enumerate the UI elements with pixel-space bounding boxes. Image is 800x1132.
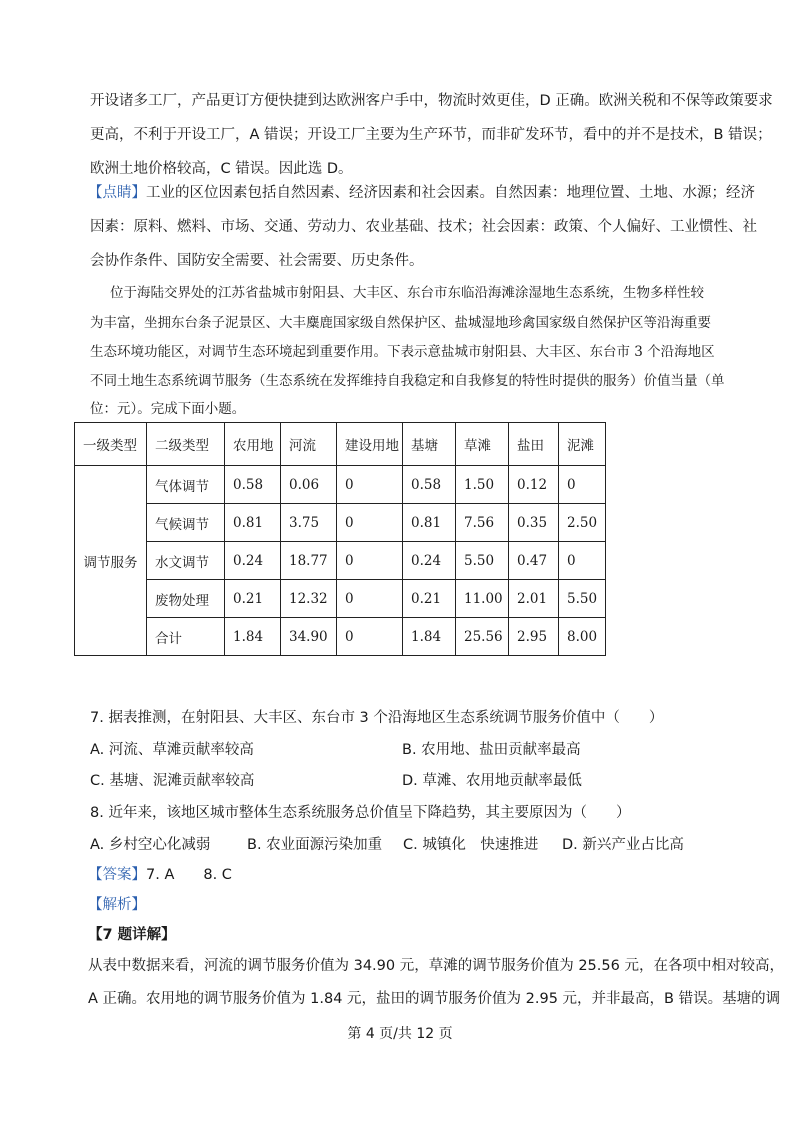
value-cell: 0.81	[403, 504, 456, 542]
q7-detail-line-2: A 正确。农用地的调节服务价值为 1.84 元，盐田的调节服务价值为 2.95 元，并非最高，B 错误。基塘的调	[88, 991, 781, 1007]
table-header-row	[75, 423, 606, 466]
value-cell: 5.50	[559, 580, 606, 618]
q8-option-b: B. 农业面源污染加重	[247, 837, 383, 853]
value-cell: 2.50	[559, 504, 606, 542]
table-row-total	[75, 618, 606, 656]
value-cell: 0.35	[509, 504, 559, 542]
continuation-line-2: 更高，不利于开设工厂，A 错误；开设工厂主要为生产环节，而非矿发环节，看中的并不是技术，B 错误；	[90, 127, 772, 143]
value-cell: 0.21	[403, 580, 456, 618]
value-cell: 0	[559, 466, 606, 504]
row-name-cell: 气体调节	[147, 466, 225, 504]
value-cell: 0.24	[403, 542, 456, 580]
q7-option-a: A. 河流、草滩贡献率较高	[90, 742, 254, 758]
q8-option-a: A. 乡村空心化减弱	[90, 837, 211, 853]
header-cell: 泥滩	[559, 423, 606, 466]
table-row	[75, 542, 606, 580]
q7-detail-tag: 【7 题详解】	[88, 927, 176, 943]
value-cell: 12.32	[281, 580, 337, 618]
row-name-cell: 水文调节	[147, 542, 225, 580]
key-points-text-1: 工业的区位因素包括自然因素、经济因素和社会因素。自然因素：地理位置、土地、水源；经济	[146, 185, 755, 201]
value-cell: 0	[337, 580, 403, 618]
passage-line-5: 位：元）。完成下面小题。	[90, 401, 246, 417]
value-cell: 11.00	[456, 580, 509, 618]
value-cell: 5.50	[456, 542, 509, 580]
ecosystem-service-table	[74, 422, 606, 656]
header-cell: 二级类型	[147, 423, 225, 466]
answer-tag: 【答案】	[88, 867, 146, 883]
answer-line	[88, 864, 728, 886]
value-cell: 3.75	[281, 504, 337, 542]
value-cell: 8.00	[559, 618, 606, 656]
header-cell: 建设用地	[337, 423, 403, 466]
passage-line-2: 为丰富，坐拥东台条子泥景区、大丰麋鹿国家级自然保护区、盐城湿地珍禽国家级自然保护区等沿海重要	[90, 315, 711, 331]
value-cell: 34.90	[281, 618, 337, 656]
q7-option-c: C. 基塘、泥滩贡献率较高	[90, 773, 255, 789]
header-cell: 基塘	[403, 423, 456, 466]
key-points-line-1	[88, 182, 755, 204]
q8-option-d: D. 新兴产业占比高	[562, 837, 684, 853]
value-cell: 1.84	[225, 618, 281, 656]
row-name-cell: 气候调节	[147, 504, 225, 542]
value-cell: 0.58	[225, 466, 281, 504]
row-name-cell: 合计	[147, 618, 225, 656]
key-points-tag: 【点睛】	[88, 185, 146, 201]
table-row	[75, 466, 606, 504]
q7-option-d: D. 草滩、农用地贡献率最低	[402, 773, 582, 789]
value-cell: 0.06	[281, 466, 337, 504]
value-cell: 18.77	[281, 542, 337, 580]
value-cell: 0	[559, 542, 606, 580]
value-cell: 0.47	[509, 542, 559, 580]
table-row	[75, 504, 606, 542]
key-points-line-3: 会协作条件、国防安全需要、社会需要、历史条件。	[90, 253, 424, 269]
value-cell: 0.58	[403, 466, 456, 504]
header-cell: 河流	[281, 423, 337, 466]
q8-stem: 8. 近年来，该地区城市整体生态系统服务总价值呈下降趋势，其主要原因为（ ）	[90, 805, 631, 821]
analysis-tag: 【解析】	[88, 897, 146, 913]
value-cell: 0	[337, 466, 403, 504]
key-points-line-2: 因素：原料、燃料、市场、交通、劳动力、农业基础、技术；社会因素：政策、个人偏好、工业惯性、社	[90, 219, 757, 235]
level1-cell: 调节服务	[75, 466, 147, 656]
answer-text: 7. A 8. C	[146, 867, 232, 883]
value-cell: 2.01	[509, 580, 559, 618]
value-cell: 2.95	[509, 618, 559, 656]
value-cell: 0	[337, 504, 403, 542]
q7-detail-line-1: 从表中数据来看，河流的调节服务价值为 34.90 元，草滩的调节服务价值为 25.56 元，在各项中相对较高，	[88, 958, 784, 974]
q8-option-c: C. 城镇化 快速推进	[403, 837, 539, 853]
header-cell: 盐田	[509, 423, 559, 466]
value-cell: 1.50	[456, 466, 509, 504]
value-cell: 0.81	[225, 504, 281, 542]
continuation-line-3: 欧洲土地价格较高，C 错误。因此选 D。	[90, 161, 353, 177]
q7-stem: 7. 据表推测，在射阳县、大丰区、东台市 3 个沿海地区生态系统调节服务价值中（ ）	[90, 710, 664, 726]
passage-line-3: 生态环境功能区，对调节生态环境起到重要作用。下表示意盐城市射阳县、大丰区、东台市 3 个沿海地区	[90, 344, 715, 360]
value-cell: 0.12	[509, 466, 559, 504]
continuation-line-1: 开设诸多工厂，产品更订方便快捷到达欧洲客户手中，物流时效更佳，D 正确。欧洲关税和不保等政策要求	[90, 93, 773, 109]
header-cell: 一级类型	[75, 423, 147, 466]
value-cell: 0.21	[225, 580, 281, 618]
header-cell: 农用地	[225, 423, 281, 466]
value-cell: 25.56	[456, 618, 509, 656]
passage-line-1: 位于海陆交界处的江苏省盐城市射阳县、大丰区、东台市东临沿海滩涂湿地生态系统，生物多样性较	[110, 285, 704, 301]
value-cell: 0.24	[225, 542, 281, 580]
page-footer: 第 4 页/共 12 页	[347, 1026, 453, 1042]
value-cell: 7.56	[456, 504, 509, 542]
table-row	[75, 580, 606, 618]
passage-line-4: 不同土地生态系统调节服务（生态系统在发挥维持自我稳定和自我修复的特性时提供的服务）价值当量（单	[90, 373, 725, 389]
value-cell: 1.84	[403, 618, 456, 656]
value-cell: 0	[337, 542, 403, 580]
row-name-cell: 废物处理	[147, 580, 225, 618]
header-cell: 草滩	[456, 423, 509, 466]
value-cell: 0	[337, 618, 403, 656]
q7-option-b: B. 农用地、盐田贡献率最高	[402, 742, 581, 758]
